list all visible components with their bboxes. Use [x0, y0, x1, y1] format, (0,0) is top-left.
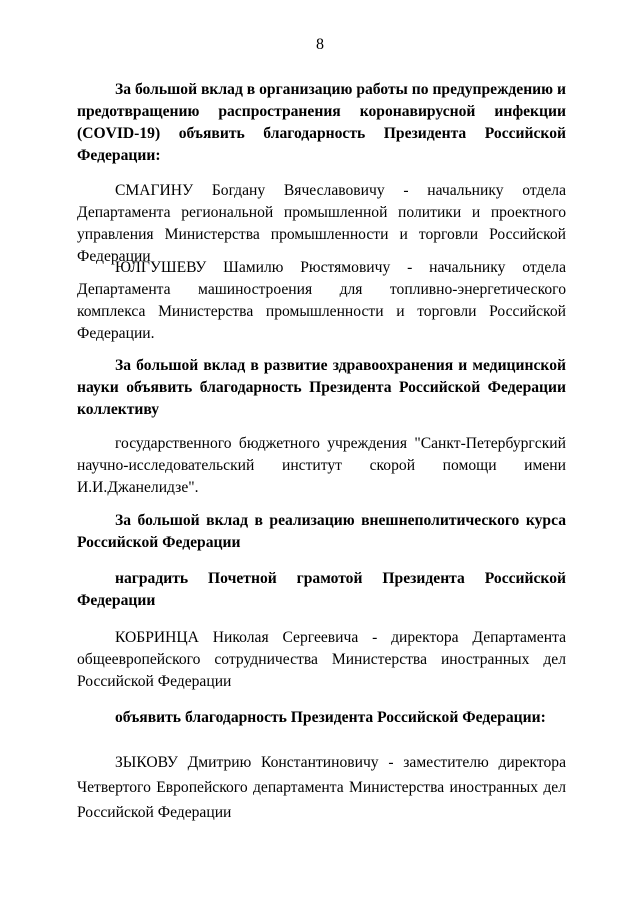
award-person-yulgushev: ЮЛГУШЕВУ Шамилю Рюстямовичу - начальнику отдела Департамента машиностроения для топливно-энергетического комплекса Министерства промышленности и торговли Российской Федерации.: [77, 259, 566, 342]
award-person-kobrinets: КОБРИНЦА Николая Сергеевича - директора Департамента общеевропейского сотрудничества Министерства иностранных дел Российской Федерации: [77, 629, 566, 690]
section-heading-certificate: наградить Почетной грамотой Президента Российской Федерации: [77, 570, 566, 609]
section-heading-gratitude: объявить благодарность Президента Российской Федерации:: [115, 709, 546, 726]
award-person-smagin: СМАГИНУ Богдану Вячеславовичу - начальнику отдела Департамента региональной промышленной политики и проектного управления Министерства промышленности и торговли Российской Федерации: [77, 182, 566, 265]
section-heading-foreign-policy: За большой вклад в реализацию внешнеполитического курса Российской Федерации: [77, 512, 566, 551]
award-collective-institute: государственного бюджетного учреждения "Санкт-Петербургский научно-исследовательский институт скорой помощи имени И.И.Джанелидзе".: [77, 435, 566, 496]
award-person-zykov: ЗЫКОВУ Дмитрию Константиновичу - заместителю директора Четвертого Европейского департамента Министерства иностранных дел Российской Федерации: [77, 754, 566, 821]
section-heading-healthcare: За большой вклад в развитие здравоохранения и медицинской науки объявить благодарность Президента Российской Федерации коллективу: [77, 357, 566, 418]
section-heading-covid: За большой вклад в организацию работы по предупреждению и предотвращению распространения коронавирусной инфекции (COVID-19) объявить благодарность Президента Российской Федерации:: [77, 81, 566, 164]
page-number: 8: [316, 36, 324, 53]
